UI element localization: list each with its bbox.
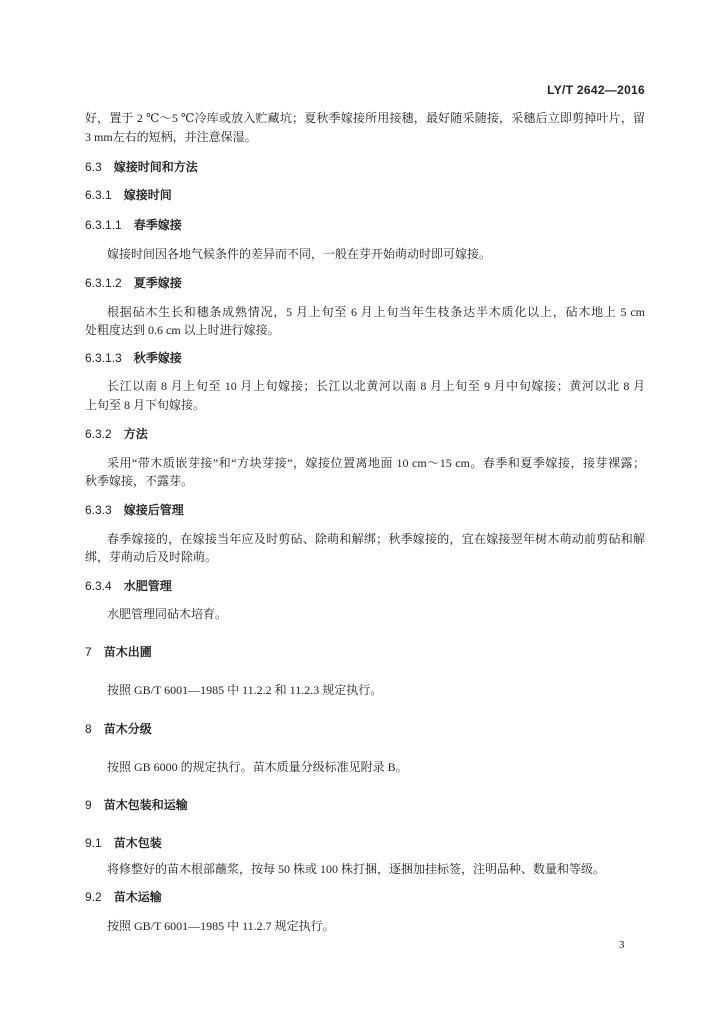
section-heading xyxy=(85,888,162,906)
section-heading xyxy=(85,834,162,852)
paragraph-line: 采用“带木质嵌芽接”和“方块芽接”，嫁接位置离地面 10 cm～15 cm。春季和夏季嫁接，接芽裸露； xyxy=(107,456,645,470)
section-number: 6.3.1 xyxy=(85,188,112,202)
page-number: 3 xyxy=(619,939,625,951)
section-title: 苗木出圃 xyxy=(103,645,152,659)
section-title: 苗木分级 xyxy=(103,722,152,736)
section-number: 7 xyxy=(85,645,92,659)
section-heading xyxy=(85,643,152,661)
section-title: 苗木包装和运输 xyxy=(103,798,188,812)
section-number: 6.3.4 xyxy=(85,579,112,593)
paragraph-line: 水肥管理同砧木培育。 xyxy=(107,607,228,621)
section-number: 9 xyxy=(85,798,92,812)
paragraph-line: 上旬至 8 月下旬嫁接。 xyxy=(85,398,206,412)
section-heading xyxy=(85,577,172,595)
section-heading xyxy=(85,216,182,234)
paragraph-line: 长江以南 8 月上旬至 10 月上旬嫁接；长江以北黄河以南 8 月上旬至 9 月中旬嫁接；黄河以北 8 月 xyxy=(107,379,645,393)
paragraph-line: 按照 GB 6000 的规定执行。苗木质量分级标准见附录 B。 xyxy=(107,760,408,774)
section-number: 6.3.1.1 xyxy=(85,218,122,232)
section-number: 9.1 xyxy=(85,836,102,850)
paragraph-line: 按照 GB/T 6001—1985 中 11.2.7 规定执行。 xyxy=(107,919,335,933)
section-heading xyxy=(85,349,182,367)
section-number: 8 xyxy=(85,722,92,736)
paragraph-line: 根据砧木生长和穗条成熟情况，5 月上旬至 6 月上旬当年生枝条达半木质化以上，砧木地上 5 cm xyxy=(107,305,645,319)
section-title: 夏季嫁接 xyxy=(133,276,182,290)
section-title: 春季嫁接 xyxy=(133,218,182,232)
section-heading xyxy=(85,186,172,204)
section-heading xyxy=(85,158,198,176)
section-title: 嫁接后管理 xyxy=(123,503,184,517)
section-title: 嫁接时间和方法 xyxy=(113,160,198,174)
section-title: 秋季嫁接 xyxy=(133,351,182,365)
paragraph-line: 将修整好的苗木根部蘸浆，按每 50 株或 100 株打捆，逐捆加挂标签，注明品种、数量和等级。 xyxy=(107,862,606,876)
section-heading xyxy=(85,796,188,814)
section-number: 9.2 xyxy=(85,890,102,904)
section-heading xyxy=(85,425,148,443)
section-title: 嫁接时间 xyxy=(123,188,172,202)
paragraph-line: 3 mm左右的短柄，并注意保湿。 xyxy=(85,130,257,144)
paragraph-line: 绑，芽萌动后及时除萌。 xyxy=(85,550,218,564)
paragraph-line: 春季嫁接的，在嫁接当年应及时剪砧、除萌和解绑；秋季嫁接的，宜在嫁接翌年树木萌动前剪砧和解 xyxy=(107,532,645,546)
paragraph-line: 好，置于 2 ℃～5 ℃冷库或放入贮藏坑；夏秋季嫁接所用接穗，最好随采随接，采穗后立即剪掉叶片，留 xyxy=(85,111,645,125)
section-title: 苗木运输 xyxy=(113,890,162,904)
section-title: 方法 xyxy=(123,427,148,441)
section-number: 6.3.3 xyxy=(85,503,112,517)
section-heading xyxy=(85,720,152,738)
section-heading xyxy=(85,274,182,292)
section-title: 苗木包装 xyxy=(113,836,162,850)
paragraph-line: 秋季嫁接，不露芽。 xyxy=(85,474,194,488)
section-number: 6.3 xyxy=(85,160,102,174)
standard-code-header: LY/T 2642—2016 xyxy=(547,83,645,97)
section-heading xyxy=(85,501,184,519)
section-number: 6.3.1.2 xyxy=(85,276,122,290)
section-number: 6.3.2 xyxy=(85,427,112,441)
paragraph-line: 嫁接时间因各地气候条件的差异而不同，一般在芽开始萌动时即可嫁接。 xyxy=(107,247,492,261)
paragraph-line: 按照 GB/T 6001—1985 中 11.2.2 和 11.2.3 规定执行。 xyxy=(107,683,383,697)
paragraph-line: 处粗度达到 0.6 cm 以上时进行嫁接。 xyxy=(85,323,280,337)
section-number: 6.3.1.3 xyxy=(85,351,122,365)
section-title: 水肥管理 xyxy=(123,579,172,593)
